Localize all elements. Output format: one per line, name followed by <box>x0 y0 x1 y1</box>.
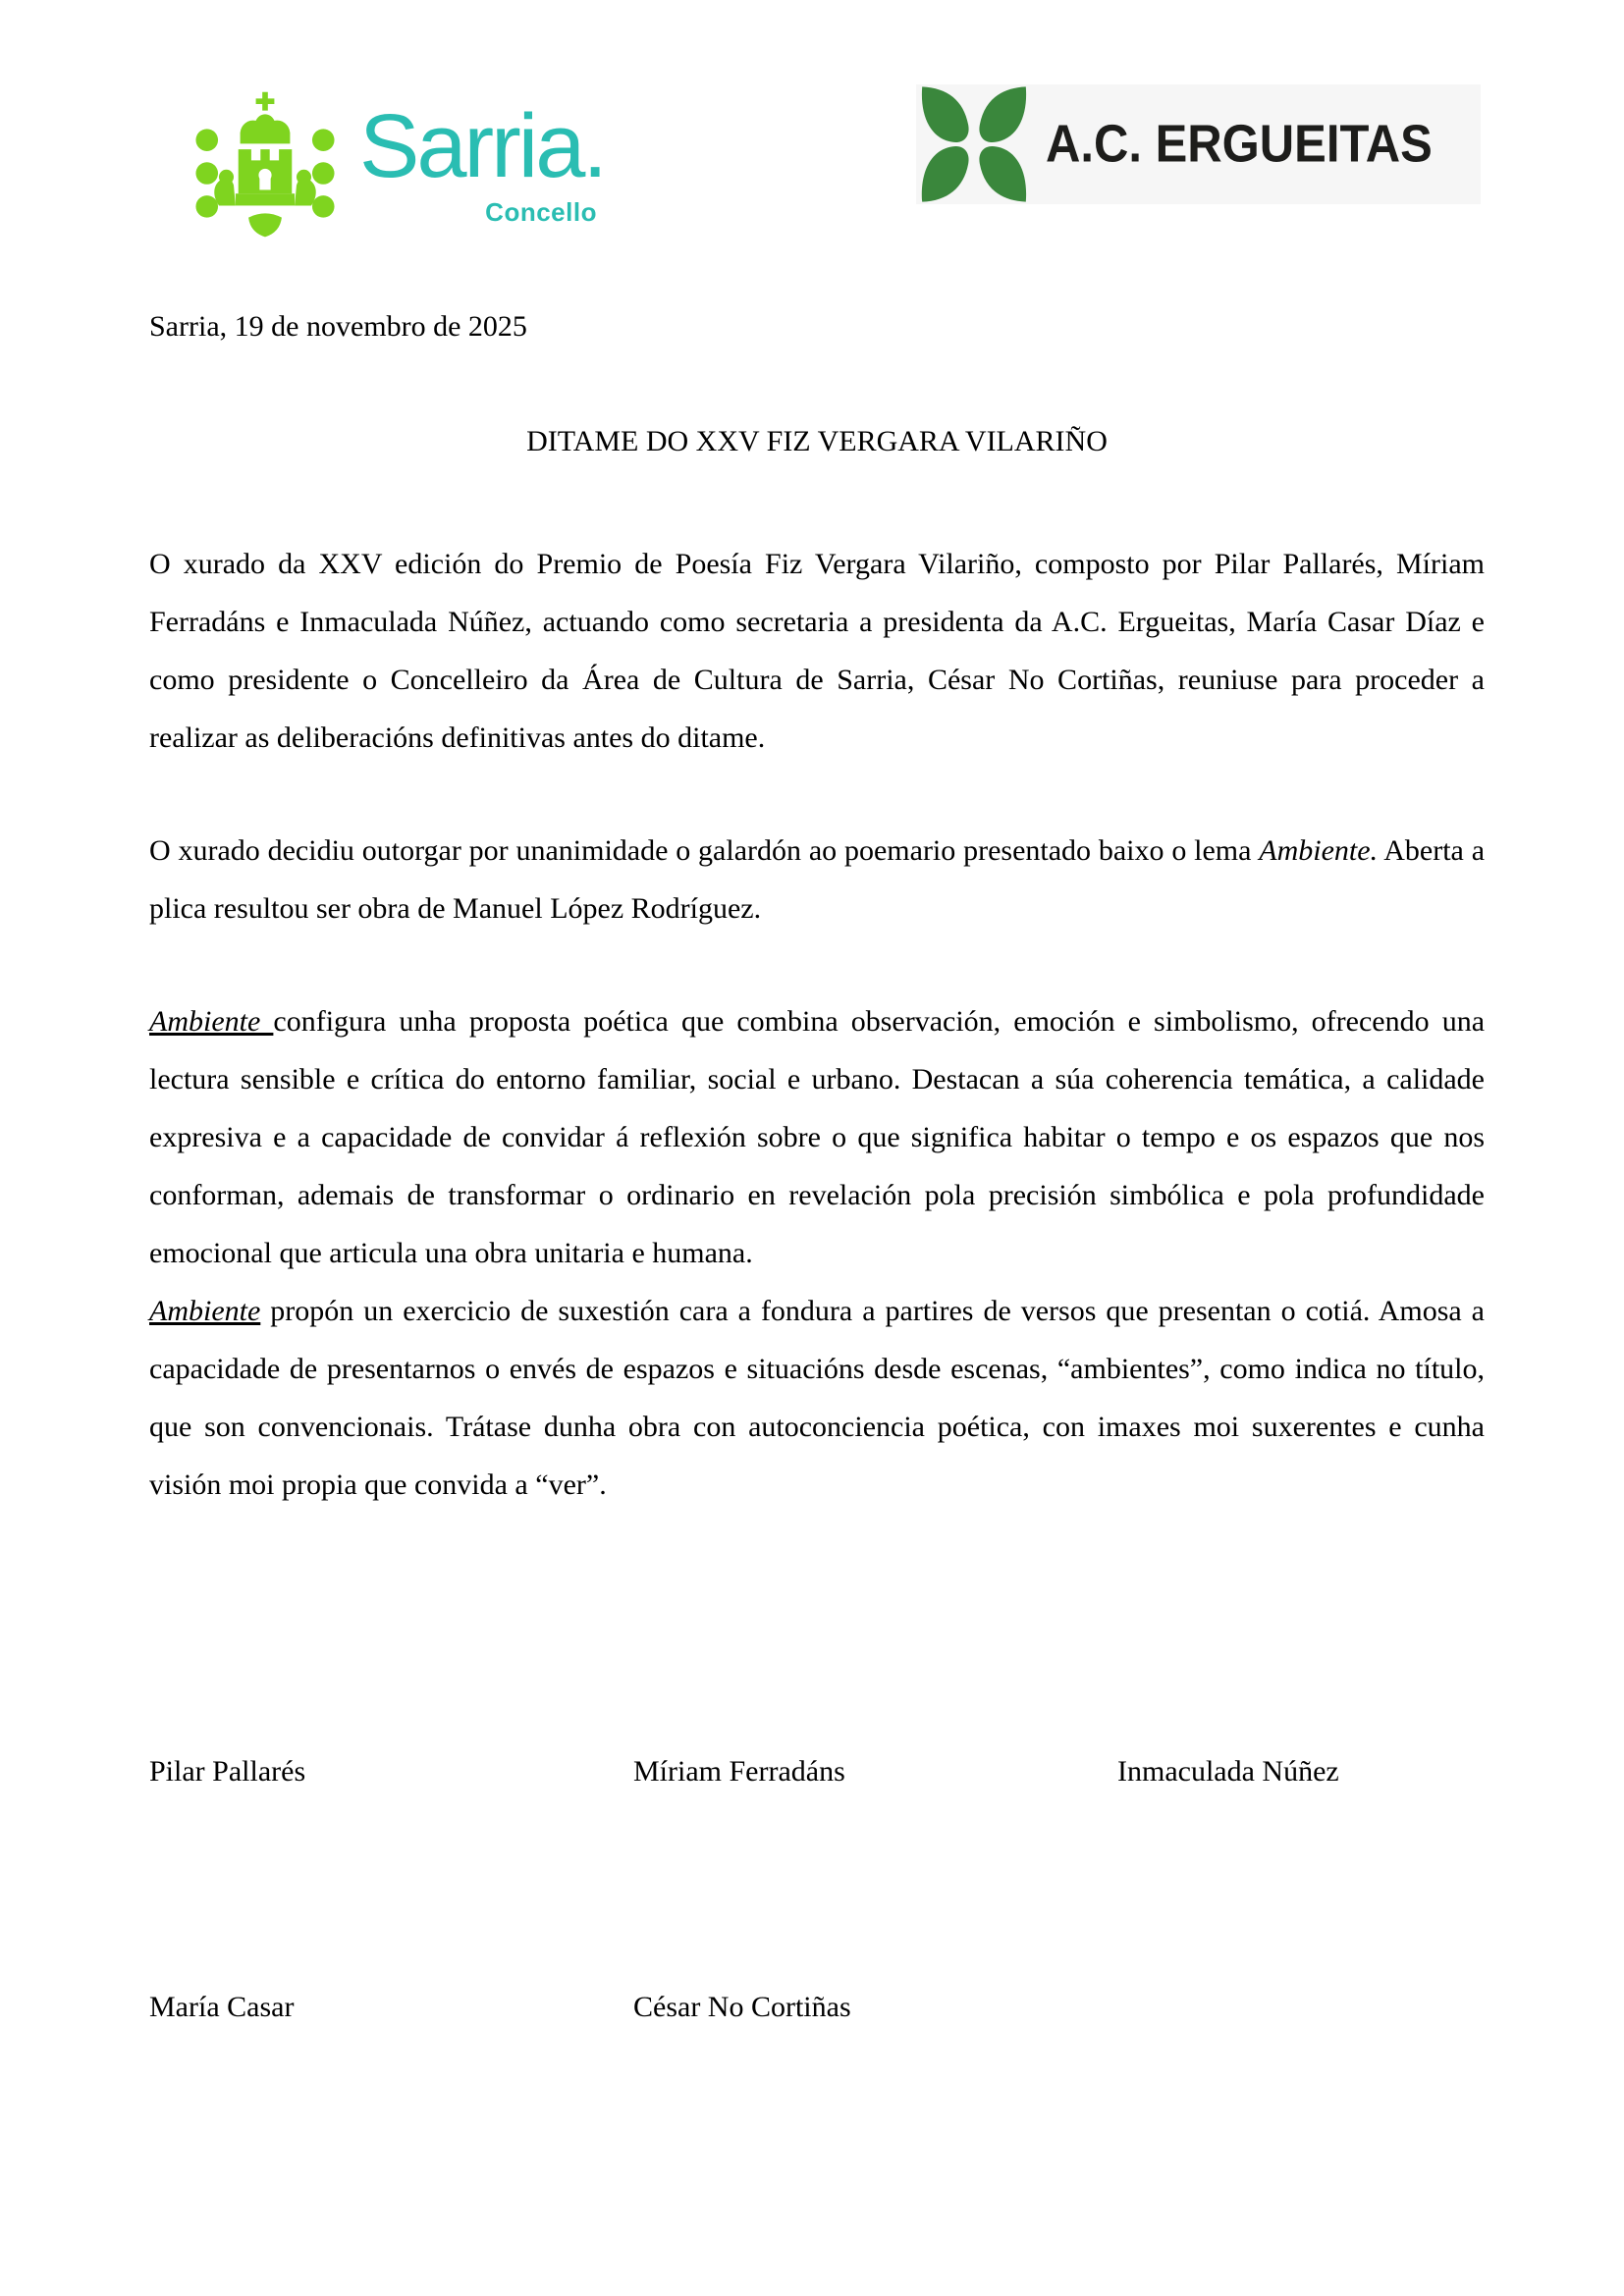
ergueitas-wordmark: A.C. ERGUEITAS <box>1046 115 1433 174</box>
text-run: propón un exercicio de suxestión cara a fondura a partires de versos que presentan o cotiá. Amosa a capacidade de presentarnos o envés de espazos e situacións desde escenas, “ambientes”, como indica no título, que son convencionais. Trátase dunha obra con autoconciencia poética, con imaxes moi suxerentes e cunha visión moi propia que convida a “ver”. <box>149 1295 1485 1501</box>
text-run: Ambiente. <box>1259 834 1379 867</box>
signature-name: Inmaculada Núñez <box>1117 1755 1339 1788</box>
signature-name: María Casar <box>149 1991 295 2023</box>
sarria-wordmark: Sarria. <box>359 96 605 196</box>
text-run: Ambiente <box>149 1005 274 1038</box>
text-run: configura unha proposta poética que combina observación, emoción e simbolismo, ofrecendo una lectura sensible e crítica do entorno familiar, social e urbano. Destacan a súa coherencia temática, a calidade expresiva e a capacidade de convidar á reflexión sobre o que significa habitar o tempo e os espazos que nos conforman, ademais de transformar o ordinario en revelación pola precisión simbólica e pola profundidade emocional que articula una obra unitaria e humana. <box>149 1005 1486 1269</box>
signature-name: Míriam Ferradáns <box>633 1755 845 1788</box>
text-run: Ambiente <box>149 1295 261 1327</box>
ergueitas-leaves-icon <box>916 84 1032 204</box>
signature-name: César No Cortiñas <box>633 1991 851 2023</box>
signature-row-officials <box>149 1978 1485 2036</box>
paragraph <box>149 1282 1485 1514</box>
signature-row-jury <box>149 1742 1485 1800</box>
sarria-wordmark-block <box>359 96 605 228</box>
document-body <box>149 535 1485 1514</box>
sarria-concello-logo <box>190 88 605 243</box>
date-line: Sarria, 19 de novembro de 2025 <box>149 310 527 343</box>
ergueitas-logo <box>916 84 1481 204</box>
text-run: O xurado decidiu outorgar por unanimidade o galardón ao poemario presentado baixo o lema <box>149 834 1260 867</box>
signature-name: Pilar Pallarés <box>149 1755 306 1788</box>
document-title: DITAME DO XXV FIZ VERGARA VILARIÑO <box>526 425 1108 457</box>
sarria-concello-label: Concello <box>485 197 597 228</box>
paragraph <box>149 992 1485 1282</box>
text-run: Aberta a plica resultou ser obra de Manuel López Rodríguez. <box>149 834 1486 925</box>
sarria-crest-icon <box>190 88 340 243</box>
paragraph <box>149 535 1485 767</box>
text-run: O xurado da XXV edición do Premio de Poesía Fiz Vergara Vilariño, composto por Pilar Pallarés, Míriam Ferradáns e Inmaculada Núñez, actuando como secretaria a presidenta da A.C. Ergueitas, María Casar Díaz e como presidente o Concelleiro da Área de Cultura de Sarria, César No Cortiñas, reuniuse para proceder a realizar as deliberacións definitivas antes do ditame. <box>149 548 1485 754</box>
paragraph <box>149 822 1485 937</box>
